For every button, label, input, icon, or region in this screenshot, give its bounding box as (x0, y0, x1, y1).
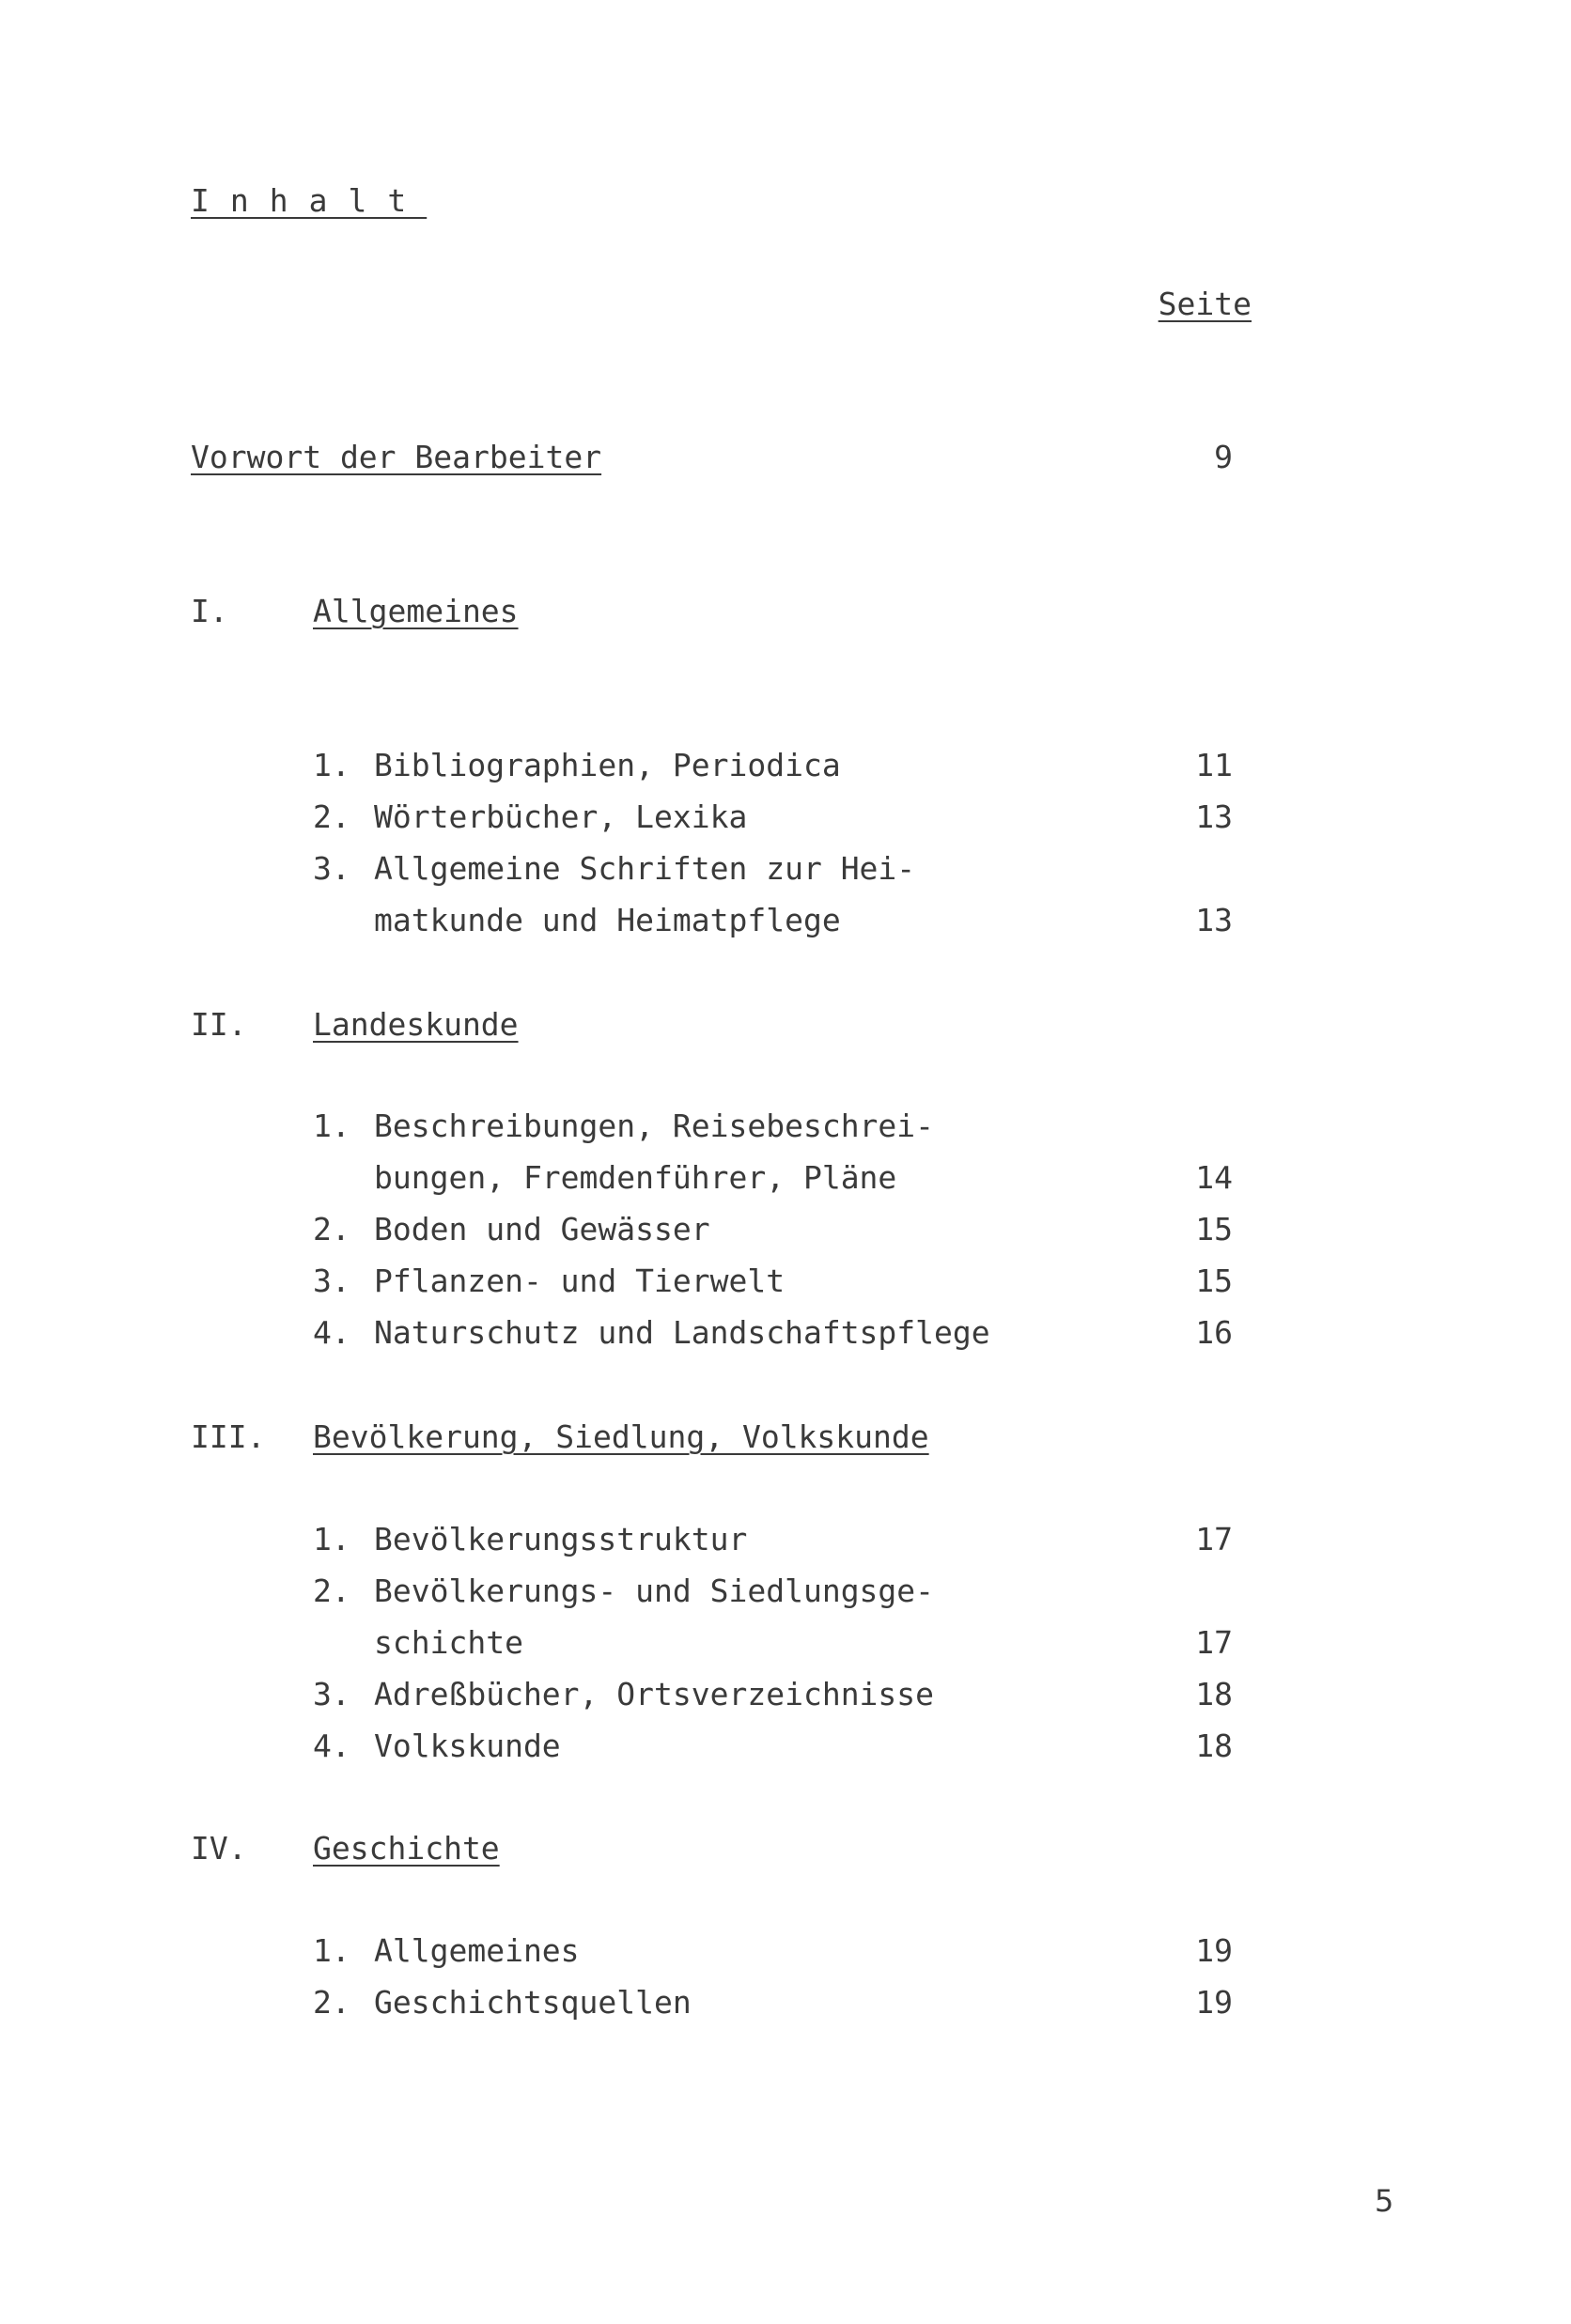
item-page: 18 (1195, 1728, 1233, 1764)
page-title: Inhalt (191, 182, 428, 219)
item-text: Bevölkerungs- und Siedlungsge- (374, 1573, 935, 1609)
item-number: 2. (313, 1573, 350, 1609)
item-page: 16 (1195, 1314, 1233, 1351)
item-text: Wörterbücher, Lexika (374, 798, 748, 835)
item-number: 1. (313, 1108, 350, 1144)
item-number: 1. (313, 1932, 350, 1969)
item-page: 17 (1195, 1521, 1233, 1557)
section-title: Geschichte (313, 1830, 500, 1867)
section-title: Landeskunde (313, 1006, 519, 1043)
item-text-continued: bungen, Fremdenführer, Pläne (374, 1159, 897, 1196)
page-number: 5 (1375, 2183, 1394, 2219)
item-number: 2. (313, 1211, 350, 1247)
item-number: 2. (313, 1984, 350, 2021)
section-numeral: III. (191, 1418, 266, 1455)
seite-column-header: Seite (1158, 286, 1252, 322)
item-page: 19 (1195, 1932, 1233, 1969)
item-page: 17 (1195, 1624, 1233, 1661)
item-page: 15 (1195, 1263, 1233, 1299)
section-numeral: IV. (191, 1830, 247, 1867)
item-page: 11 (1195, 747, 1233, 783)
section-numeral: I. (191, 593, 228, 629)
item-number: 4. (313, 1314, 350, 1351)
item-text-continued: schichte (374, 1624, 523, 1661)
item-text: Boden und Gewässer (374, 1211, 710, 1247)
vorwort-page: 9 (1214, 439, 1233, 475)
section-title: Allgemeines (313, 593, 519, 629)
item-text: Naturschutz und Landschaftspflege (374, 1314, 990, 1351)
item-number: 3. (313, 850, 350, 887)
item-text: Allgemeine Schriften zur Hei- (374, 850, 916, 887)
section-numeral: II. (191, 1006, 247, 1043)
item-page: 13 (1195, 902, 1233, 938)
item-page: 14 (1195, 1159, 1233, 1196)
item-text: Beschreibungen, Reisebeschrei- (374, 1108, 935, 1144)
item-text: Allgemeines (374, 1932, 580, 1969)
item-page: 18 (1195, 1676, 1233, 1712)
item-number: 1. (313, 747, 350, 783)
item-text-continued: matkunde und Heimatpflege (374, 902, 841, 938)
item-text: Pflanzen- und Tierwelt (374, 1263, 786, 1299)
vorwort-entry: Vorwort der Bearbeiter (191, 439, 602, 475)
item-number: 2. (313, 798, 350, 835)
item-number: 3. (313, 1676, 350, 1712)
item-number: 4. (313, 1728, 350, 1764)
item-number: 1. (313, 1521, 350, 1557)
item-number: 3. (313, 1263, 350, 1299)
item-text: Bibliographien, Periodica (374, 747, 841, 783)
item-page: 19 (1195, 1984, 1233, 2021)
item-text: Volkskunde (374, 1728, 561, 1764)
item-page: 15 (1195, 1211, 1233, 1247)
section-title: Bevölkerung, Siedlung, Volkskunde (313, 1418, 929, 1455)
item-page: 13 (1195, 798, 1233, 835)
item-text: Adreßbücher, Ortsverzeichnisse (374, 1676, 935, 1712)
item-text: Bevölkerungsstruktur (374, 1521, 748, 1557)
item-text: Geschichtsquellen (374, 1984, 692, 2021)
